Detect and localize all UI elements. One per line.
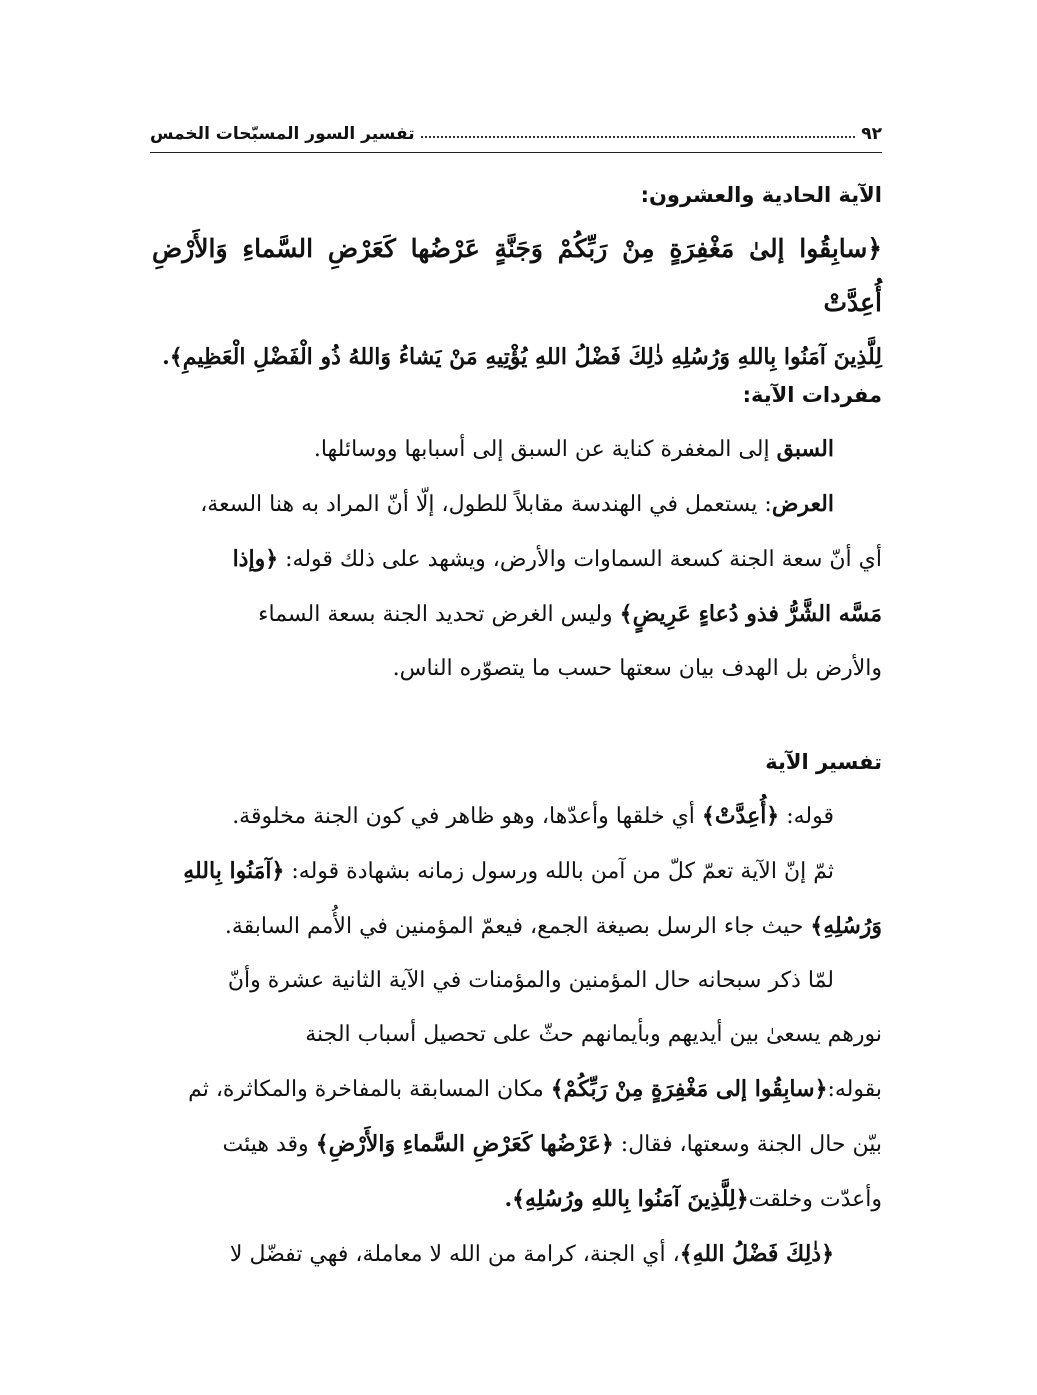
p3-text-4a: بيّن حال الجنة وسعتها، فقال: xyxy=(620,1132,882,1157)
p3-quote-3: ﴿لِلَّذِينَ آمَنُوا بِاللهِ ورُسُلِهِ﴾. xyxy=(504,1186,749,1212)
p3-quote-1: ﴿سابِقُوا إلى مَغْفِرَةٍ مِنْ رَبِّكُمْ﴾ xyxy=(550,1076,828,1102)
p1-intro: قوله: xyxy=(786,804,834,829)
p4-text: ، أي الجنة، كرامة من الله لا معاملة، فهي تفضّل لا xyxy=(229,1242,680,1267)
vocab-heading: مفردات الآية: xyxy=(742,383,882,407)
p2-text-1: ثمّ إنّ الآية تعمّ كلّ من آمن بالله ورسول زمانه بشهادة قوله: xyxy=(291,859,834,884)
vocab-ard-line-2 xyxy=(152,532,882,587)
vocab-section xyxy=(152,368,882,696)
verse-line-1: ﴿سابِقُوا إلىٰ مَغْفِرَةٍ مِنْ رَبِّكُمْ وَجَنَّةٍ عَرْضُها كَعَرْضِ السَّماءِ وَالأَرْضِ أُعِدَّتْ xyxy=(152,234,882,317)
tafsir-p1 xyxy=(152,789,882,844)
tafsir-section xyxy=(152,735,882,1282)
p3-text-5: وأعدّت وخلقت xyxy=(748,1187,882,1212)
term-sabq: السبق xyxy=(776,436,834,462)
vocab-sabq xyxy=(152,422,882,477)
book-title: تفسير السور المسبّحات الخمس xyxy=(150,124,415,144)
verse-section xyxy=(152,168,882,384)
tafsir-p3-line-1: لمّا ذكر سبحانه حال المؤمنين والمؤمنات في الآية الثانية عشرة وأنّ xyxy=(227,968,834,993)
tafsir-p2-line-1 xyxy=(152,844,882,899)
page-number: ٩٢ xyxy=(861,124,882,144)
tafsir-p3-line-2: نورهم يسعىٰ بين أيديهم وبأيمانهم حثّ على تحصيل أسباب الجنة xyxy=(305,1022,882,1047)
tafsir-p4 xyxy=(152,1227,882,1282)
p1-text: أي خلقها وأعدّها، وهو ظاهر في كون الجنة مخلوقة. xyxy=(232,804,695,829)
tafsir-p3-line-3 xyxy=(152,1062,882,1117)
p2-quote-start: ﴿آمَنُوا بِاللهِ xyxy=(183,858,285,884)
verse-heading: الآية الحادية والعشرون: xyxy=(640,183,882,207)
header-rule xyxy=(150,152,882,153)
p2-quote-end: وَرُسُلِهِ﴾ xyxy=(810,913,882,939)
vocab-ard-line-4: والأرض بل الهدف بيان سعتها حسب ما يتصوّره الناس. xyxy=(392,656,882,681)
vocab-ard-line-3 xyxy=(152,587,882,642)
ard-definition-2: أي أنّ سعة الجنة كسعة السماوات والأرض، ويشهد على ذلك قوله: xyxy=(285,547,882,572)
ard-definition-3: وليس الغرض تحديد الجنة بسعة السماء xyxy=(258,602,613,627)
p2-text-2: حيث جاء الرسل بصيغة الجمع، فيعمّ المؤمنين في الأُمم السابقة. xyxy=(224,914,804,939)
tafsir-p2-line-2 xyxy=(152,899,882,954)
p3-text-3: مكان المسابقة بالمفاخرة والمكاثرة، ثم xyxy=(188,1077,544,1102)
tafsir-p3-line-4 xyxy=(152,1117,882,1172)
running-header xyxy=(150,108,882,144)
tafsir-p3-line-5 xyxy=(152,1172,882,1227)
p3-text-4b: وقد هيئت xyxy=(222,1132,309,1157)
p4-quote: ﴿ذٰلِكَ فَضْلُ اللهِ﴾ xyxy=(679,1241,834,1267)
ard-quote-start: ﴿وإذا xyxy=(232,546,279,572)
vocab-ard-line-1 xyxy=(152,477,882,532)
p3-quote-2: ﴿عَرْضُها كَعَرْضِ السَّماءِ وَالأَرْضِ﴾ xyxy=(315,1131,614,1157)
p1-quote: ﴿أُعِدَّتْ﴾ xyxy=(701,803,780,829)
ard-quote-end: مَسَّه الشَّرُّ فذو دُعاءٍ عَرِيضٍ﴾ xyxy=(619,601,882,627)
tafsir-heading: تفسير الآية xyxy=(765,750,882,774)
header-leader-dots xyxy=(421,136,856,138)
p3-intro: بقوله: xyxy=(827,1077,882,1102)
sabq-definition: إلى المغفرة كناية عن السبق إلى أسبابها ووسائلها. xyxy=(313,437,770,462)
term-ard: العرض xyxy=(771,491,834,517)
ard-definition-1: : يستعمل في الهندسة مقابلاً للطول، إلّا أنّ المراد به هنا السعة، xyxy=(200,492,772,517)
verse-line-2: لِلَّذِينَ آمَنُوا بِاللهِ وَرُسُلِهِ ذٰلِكَ فَضْلُ اللهِ يُؤْتِيهِ مَنْ يَشاءُ وَاللهُ ذُو الْفَضْلِ الْعَظِيمِ﴾. xyxy=(162,344,882,370)
